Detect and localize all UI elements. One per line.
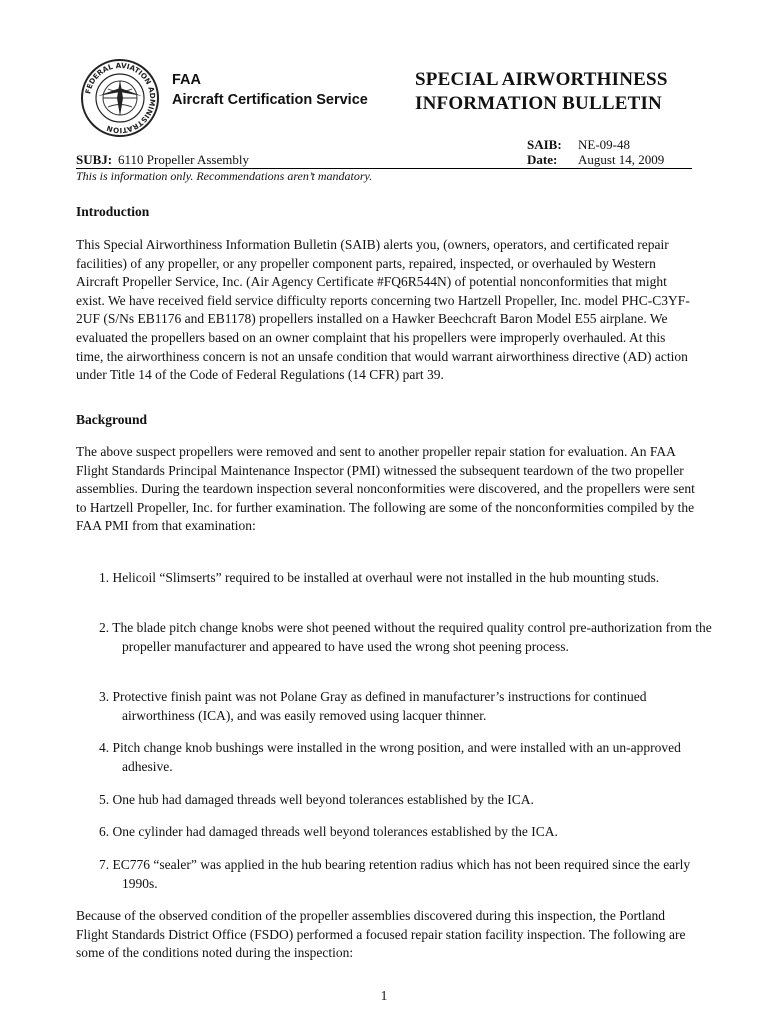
list-item: 5. One hub had damaged threads well beyond tolerances established by the ICA. [99, 792, 534, 807]
date-label: Date: [527, 152, 558, 167]
disclaimer: This is information only. Recommendations aren’t mandatory. [76, 169, 373, 183]
subject-value: 6110 Propeller Assembly [118, 152, 249, 167]
list-item: 6. One cylinder had damaged threads well beyond tolerances established by the ICA. [99, 824, 558, 839]
list-item: 4. Pitch change knob bushings were installed in the wrong position, and were installed with an un-approved adhesive. [99, 740, 681, 774]
seal-text: FEDERAL AVIATION ADMINISTRATION [83, 60, 158, 136]
saib-label: SAIB: [527, 137, 562, 152]
list-item: 3. Protective finish paint was not Polane Gray as defined in manufacturer’s instructions for continued airworthiness (ICA), and was easily removed using lacquer thinner. [99, 689, 647, 723]
background-heading: Background [76, 412, 148, 427]
bulletin-title-line2: INFORMATION BULLETIN [415, 93, 662, 114]
subject-label: SUBJ: [76, 152, 113, 167]
page-number: 1 [380, 988, 388, 1003]
list-item: 7. EC776 “sealer” was applied in the hub bearing retention radius which has not been required since the early 1990s. [99, 857, 691, 891]
bulletin-title-line1: SPECIAL AIRWORTHINESS [415, 69, 668, 90]
introduction-body: This Special Airworthiness Information Bulletin (SAIB) alerts you, (owners, operators, and certificated repair facilities) of any propeller, or any propeller component parts, repaired, inspected, or overhauled by Western Aircraft Propeller Service, Inc. (Air Agency Certificate #FQ6R544N) of potential nonconformities that might exist. We have received field service difficulty reports concerning two Hartzell Propeller, Inc. model PHC-C3YF-2UF (S/Ns EB1176 and EB1178) propellers installed on a Hawker Beechcraft Baron Model E55 airplane. We evaluated the propellers based on an owner complaint that his propellers were improperly overhauled. At this time, the airworthiness concern is not an unsafe condition that would warrant airworthiness directive (AD) action under Title 14 of the Code of Federal Regulations (14 CFR) part 39. [76, 237, 690, 383]
date-value: August 14, 2009 [578, 152, 665, 167]
introduction-heading: Introduction [76, 204, 150, 219]
list-item: 1. Helicoil “Slimserts” required to be installed at overhaul were not installed in the hub mounting studs. [99, 570, 660, 585]
org-name: FAA [172, 72, 201, 88]
closing-paragraph: Because of the observed condition of the propeller assemblies discovered during this inspection, the Portland Flight Standards District Office (FSDO) performed a focused repair station facility inspection. The following are some of the conditions noted during the inspection: [76, 908, 686, 961]
org-service-name: Aircraft Certification Service [172, 92, 368, 108]
list-item: 2. The blade pitch change knobs were shot peened without the required quality control pre-authorization from the propeller manufacturer and appeared to have used the wrong shot peening process. [99, 620, 712, 654]
background-body: The above suspect propellers were removed and sent to another propeller repair station for evaluation. An FAA Flight Standards Principal Maintenance Inspector (PMI) witnessed the subsequent teardown of the two propeller assemblies. During the teardown inspection several nonconformities were discovered, and the propellers were sent to Hartzell Propeller, Inc. for further examination. The following are some of the nonconformities compiled by the FAA PMI from that examination: [76, 444, 695, 534]
faa-seal-logo [80, 58, 160, 138]
saib-number: NE-09-48 [578, 137, 630, 152]
